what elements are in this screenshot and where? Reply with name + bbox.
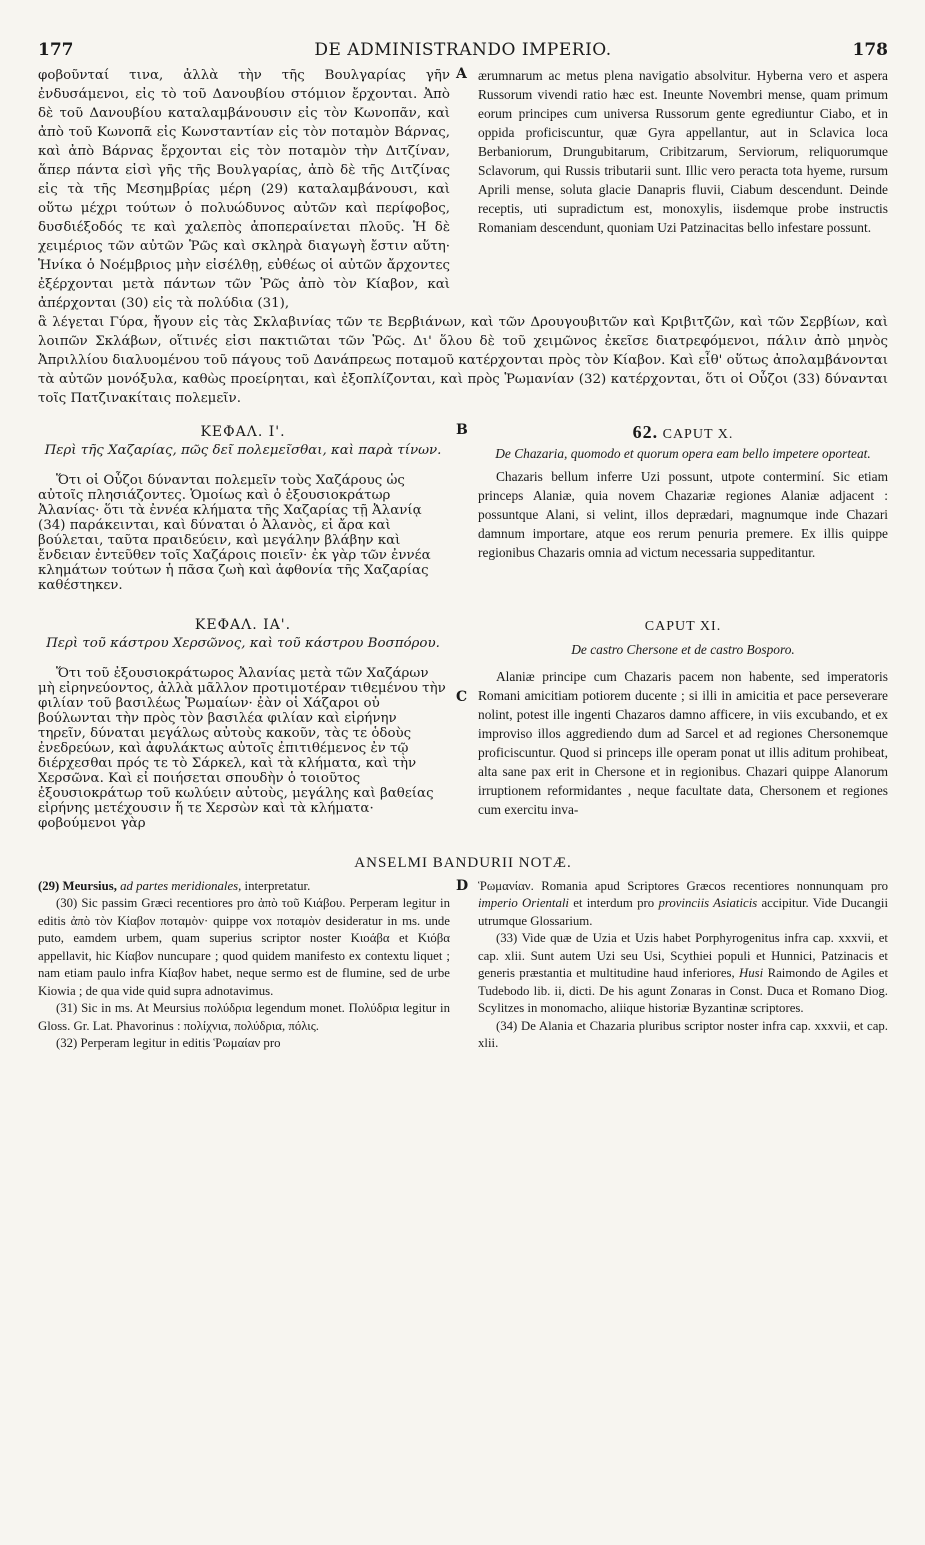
page-number-left: 177 [38, 40, 74, 60]
margin-mark-c: C [456, 688, 468, 705]
note-32b-italic-1: imperio Orientali [478, 896, 569, 911]
note-29-rest: interpretatur. [244, 878, 311, 893]
running-title: DE ADMINISTRANDO IMPERIO. [314, 40, 612, 60]
greek-full-width [38, 313, 888, 408]
page-number-right: 178 [852, 40, 888, 60]
chapter-11-latin-text: Alaniæ principe cum Chazaris pacem non habente, sed imperatoris Romani amicitiam potiorem ducente ; si illi in amicitia et pace perseverare nolint, potest ille ingenti Chazaros damno afficere, in viis excubando, et ex improviso illos aggrediendo dum ad Sarcel et ad regiones Chersonemque proficiscuntur. Quod si princeps ille operam ponat ut illis aditum prohibeat, alta sane pax erit in Chersone et in regionibus. Chazari quippe Alanorum irruptionem reformidantes , neque facultate data, Chersonem et regiones cum exercitu inva- [478, 668, 888, 817]
chapter-11-latin-subtitle: De castro Chersone et de castro Bosporo. [571, 641, 795, 657]
chapter-10-latin-subtitle: De Chazaria, quomodo et quorum opera eam bello impetere oporteat. [495, 446, 871, 461]
chapter-10-latin-heading [478, 422, 888, 445]
margin-mark-d: D [456, 877, 469, 894]
note-33 [478, 930, 888, 1018]
notes-columns [38, 878, 888, 1053]
chapter-11-greek [38, 615, 448, 845]
page [38, 40, 888, 1053]
note-32b-mid: et interdum pro [573, 896, 655, 911]
note-32-continued [478, 878, 888, 931]
chapter-11-latin [478, 615, 888, 845]
chapter-10-latin-title: CAPUT X. [662, 427, 734, 442]
running-header [38, 40, 888, 66]
greek-column-top [38, 66, 450, 313]
chapter-11-greek-heading: ΚΕΦΑΛ. ΙΑ'. [194, 616, 292, 633]
greek-paragraph-top: φοβοῦνταί τινα, ἀλλὰ τὴν τῆς Βουλγαρίας γῆν ἐνδυσάμενοι, εἰς τὸ τοῦ Δανουβίου στόμιον ἔρχονται. Ἀπὸ δὲ τοῦ Δανουβίου καταλαμβάνουσιν εἰς τὸν Κωνοπᾶν, καὶ ἀπὸ τοῦ Κωνοπᾶ εἰς Κωνσταντίαν εἰς τὸν ποταμὸν Βάρνας, καὶ ἀπὸ Βάρνας ἔρχονται εἰς τὸν ποταμὸν τὴν Διτζίναν, ἅπερ πάντα εἰσὶ γῆς τῆς Βουλγαρίας, ἀπὸ δὲ τῆς Διτζίνας εἰς τὰ τῆς Μεσημβρίας μέρη (29) καταλαμβάνουσι, καὶ οὕτω μέχρι τούτων ὁ πολυώδυνος αὐτῶν καὶ περίφοβος, δυσδιέξοδός τε καὶ χαλεπὸς ἀποπεραίνεται πλοῦς. Ἡ δὲ χειμέριος τῶν αὐτῶν Ῥῶς καὶ σκληρὰ διαγωγὴ ἔστιν αὕτη· Ἡνίκα ὁ Νοέμβριος μὴν εἰσέλθῃ, εὐθέως οἱ αὐτῶν ἄρχοντες ἐξέρχονται μετὰ πάντων τῶν Ῥῶς ἀπὸ τὸν Κίαβον, καὶ ἀπέρχονται (30) εἰς τὰ πολύδια (31), [38, 68, 450, 311]
chapter-11-greek-subtitle: Περὶ τοῦ κάστρου Χερσῶνος, καὶ τοῦ κάστρου Βοσπόρου. [46, 635, 440, 651]
note-30: (30) Sic passim Græci recentiores pro ἀπὸ τοῦ Κιάβου. Perperam legitur in editis ἀπὸ τὸν Κίαβον ποταμὸν· quippe vox ποταμὸν desideratur in ms. unde puto, eamdem urbem, quam superius scriptor noster Κιοάβα et Κιόβα appellavit, hic Κίαβον nuncupare ; quod quidem manifesto ex contextu liquet ; nam etiam paulo infra Κίαβον habet, neque sermo est de flumine, sed de urbe Kiowia ; de qua vide quid supra adnotavimus. [38, 896, 450, 998]
note-32b-post: accipitur. Vide Ducangii utrumque Glossarium. [478, 896, 888, 928]
notes-right-column [478, 878, 888, 1053]
note-32b-pre: Ῥωμανίαν. Romania apud Scriptores Græcos recentiores nonnunquam pro [478, 878, 888, 893]
latin-column-top [478, 66, 888, 313]
margin-mark-b: B [456, 422, 468, 438]
chapter-11 [38, 615, 888, 845]
note-33-pre: (33) Vide quæ de Uzia et Uzis habet Porphyrogenitus infra cap. xxxvii, et cap. xlii. Sunt autem Uzi seu Usi, Scythiei populi et Hunnici, Patzinacis et generis præstantia et multitudine haud inferiores, [478, 931, 888, 981]
chapter-10-latin [478, 422, 888, 607]
note-32b-italic-2: provinciis Asiaticis [658, 896, 758, 911]
folio-number: 62. [632, 422, 659, 442]
note-29 [38, 878, 450, 896]
note-33-post: Raimondo de Agiles et Tudebodo lib. ii, dicti. De his agunt Zonaras in Const. Duca et Romano Diog. Scylitzes in monomacho, aliique historiæ Byzantinæ scriptores. [478, 966, 888, 1016]
chapter-10-greek-text: Ὅτι οἱ Οὖζοι δύνανται πολεμεῖν τοὺς Χαζάρους ὡς αὐτοῖς πλησιάζοντες. Ὁμοίως καὶ ὁ ἐξουσιοκράτωρ Ἀλανίας· ὅτι τὰ ἐννέα κλήματα τῆς Χαζαρίας τῇ Ἀλανίᾳ (34) παράκεινται, καὶ δύναται ὁ Ἀλανὸς, εἰ ἄρα καὶ βούλεται, ταῦτα πραιδεύειν, καὶ μεγάλην βλάβην καὶ ἔνδειαν ἐντεῦθεν τοῖς Χαζάροις ποιεῖν· ἐκ γὰρ τῶν ἐννέα κλημάτων τούτων ἡ πᾶσα ζωὴ καὶ ἀφθονία τῆς Χαζαρίας καθέστηκεν. [38, 473, 431, 594]
top-columns [38, 66, 888, 313]
latin-paragraph-top: ærumnarum ac metus plena navigatio absolvitur. Hyberna vero et aspera Russorum vivendi ratio hæc est. Ineunte Novembri mense, quam primum eorum principes cum universa Russorum gente egrediuntur Ciabo, et in oppida proficiscuntur, quæ Gyra appellantur, aut in Sclavica loca Berbaniorum, Drungubitarum, Cribitzarum, Serviorum, reliquorumque Sclavorum, qui Russis tributarii sunt. Illic vero peracta tota hyeme, rursum Aprili mense, soluta glacie Danapris fluvii, Ciabum descendunt. Deinde receptis, uti supradictum est, monoxylis, iisdemque probe instructis Romaniam descendunt, quoniam Uzi Patzinacitas bello infestare possunt. [478, 68, 888, 235]
notes-title: ANSELMI BANDURII NOTÆ. [354, 854, 572, 871]
chapter-11-greek-text: Ὅτι τοῦ ἐξουσιοκράτωρος Ἀλανίας μετὰ τῶν Χαζάρων μὴ εἰρηνεύοντος, ἀλλὰ μᾶλλον προτιμοτέραν τιθεμένου τὴν φιλίαν τοῦ βασιλέως Ῥωμαίων· ἐὰν οἱ Χάζαροι οὐ βούλωνται τὴν πρὸς τὸν βασιλέα φιλίαν καὶ εἰρήνην τηρεῖν, δύναται μεγάλως αὐτοὺς κακοῦν, τὰς τε ὁδοὺς ἐνεδρεύων, καὶ ἀφυλάκτως αὐτοῖς ἐπιτιθέμενος ἐν τῷ διέρχεσθαι πρός τε τὸ Σάρκελ, καὶ τὰ κλήματα, καὶ τὴν Χερσῶνα. Καὶ εἰ ποιήσεται σπουδὴν ὁ τοιοῦτος ἐξουσιοκράτωρ τοῦ κωλύειν αὐτοὺς, μεγάλης καὶ βαθείας εἰρήνης μετέχουσιν ἥ τε Χερσὼν καὶ τὰ κλήματα· φοβούμενοι γὰρ [38, 666, 446, 832]
note-34: (34) De Alania et Chazaria pluribus scriptor noster infra cap. xxxvii, et cap. xlii. [478, 1018, 888, 1051]
chapter-10 [38, 422, 888, 607]
chapter-11-latin-heading: CAPUT XI. [644, 618, 722, 634]
chapter-10-greek-heading: ΚΕΦΑΛ. Ι'. [200, 424, 286, 440]
chapter-10-latin-text: Chazaris bellum inferre Uzi possunt, utpote conterminí. Sic etiam princeps Alaniæ, quia novem Chazariæ regiones Alaniæ adjacent : possuntque Alani, si velint, illos deprædari, magnumque inde Chazari damnum importare, atque eos rerum penuria premere. Ex illis quippe regionibus Chazaris omnia ad victum necessaria suppeditantur. [478, 469, 888, 560]
note-29-italic: ad partes meridionales, [120, 878, 242, 893]
greek-paragraph-full: ἃ λέγεται Γύρα, ἤγουν εἰς τὰς Σκλαβινίας τῶν τε Βερβιάνων, καὶ τῶν Δρουγουβιτῶν καὶ Κριβιτζῶν, καὶ τῶν Σερβίων, καὶ λοιπῶν Σκλάβων, οἵτινές εἰσι πακτιῶται τῶν Ῥῶς. Δι' ὅλου δὲ τοῦ χειμῶνος ἐκεῖσε διατρεφόμενοι, πάλιν ἀπὸ μηνὸς Ἀπριλλίου διαλυομένου τοῦ πάγους τοῦ Δανάπρεως ποταμοῦ κατέρχονται πρὸς τὸν Κίαβον. Καὶ εἶθ' οὕτως ἀπολαμβάνονται τὰ αὐτῶν μονόξυλα, καθὼς προείρηται, καὶ ἐξοπλίζονται, καὶ πρὸς Ῥωμανίαν (32) κατέρχονται, ὅτι οἱ Οὖζοι (33) δύνανται τοῖς Πατζινακίταις πολεμεῖν. [38, 315, 888, 406]
note-29-number: (29) Meursius, [38, 878, 117, 893]
note-32: (32) Perperam legitur in editis Ῥωμαίαν pro [56, 1036, 281, 1051]
chapter-10-greek-subtitle: Περὶ τῆς Χαζαρίας, πῶς δεῖ πολεμεῖσθαι, καὶ παρὰ τίνων. [44, 443, 442, 458]
margin-mark-a: A [456, 66, 467, 82]
chapter-10-greek [38, 422, 448, 607]
note-31: (31) Sic in ms. At Meursius πολύδρια legendum monet. Πολύδρια legitur in Gloss. Gr. Lat. Phavorinus : πολίχνια, πολύδρια, πόλις. [38, 1001, 450, 1033]
notes-left-column [38, 878, 450, 1053]
note-33-italic: Husi [739, 966, 764, 981]
